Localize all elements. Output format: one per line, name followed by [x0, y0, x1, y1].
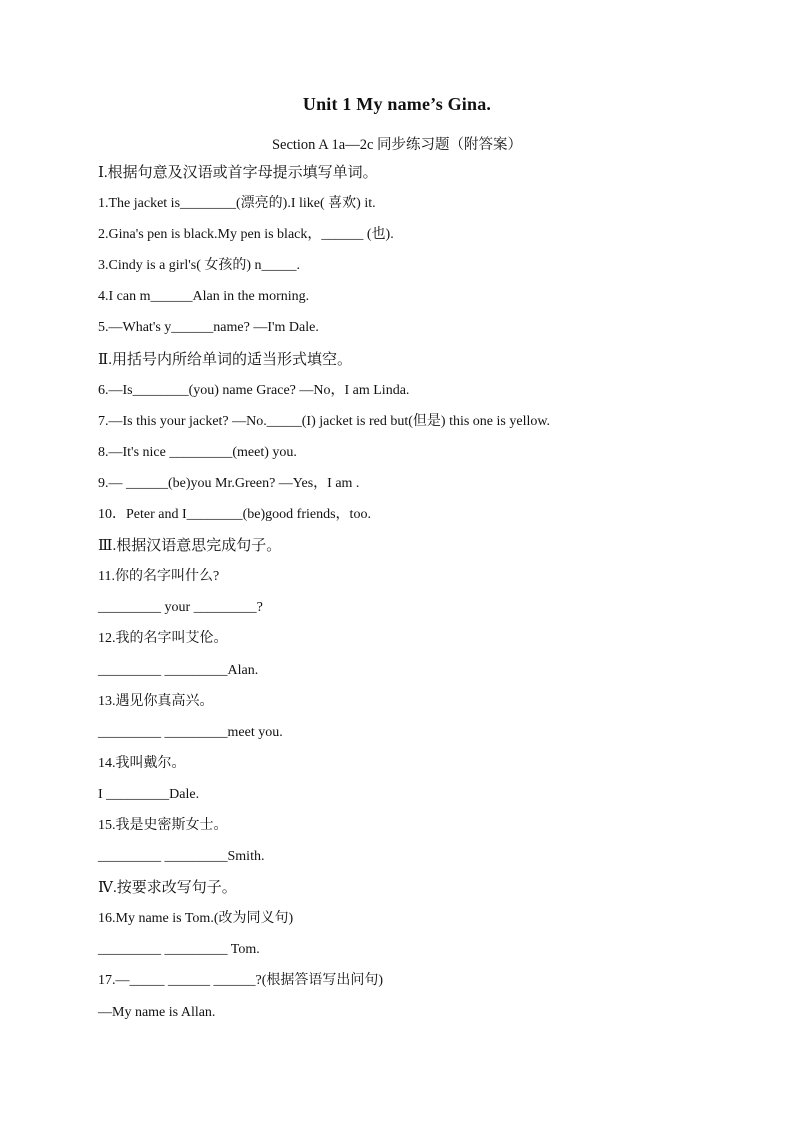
question-16-prompt: 16.My name is Tom.(改为同义句): [98, 911, 294, 927]
section-heading-2: Ⅱ.用括号内所给单词的适当形式填空。: [98, 351, 352, 368]
question-14-prompt: 14.我叫戴尔。: [98, 755, 186, 771]
section-heading-3: Ⅲ.根据汉语意思完成句子。: [98, 538, 282, 555]
question-6: 6.—Is________(you) name Grace? —No，I am Linda.: [98, 382, 410, 398]
question-17-answer: —My name is Allan.: [98, 1004, 216, 1020]
question-5: 5.—What's y______name? —I'm Dale.: [98, 320, 319, 336]
question-16-blank: _________ _________ Tom.: [98, 942, 260, 958]
question-11-prompt: 11.你的名字叫什么?: [98, 569, 220, 585]
question-15-blank: _________ _________Smith.: [98, 849, 265, 865]
question-8: 8.—It's nice _________(meet) you.: [98, 444, 297, 460]
question-1: 1.The jacket is________(漂亮的).I like( 喜欢) it.: [98, 196, 376, 212]
question-9: 9.— ______(be)you Mr.Green? —Yes，I am .: [98, 475, 360, 491]
document-subtitle: Section A 1a—2c 同步练习题（附答案）: [271, 137, 523, 153]
document-title: Unit 1 My name’s Gina.: [302, 94, 492, 114]
question-11-blank: _________ your _________?: [98, 600, 263, 616]
question-12-prompt: 12.我的名字叫艾伦。: [98, 631, 228, 647]
question-13-prompt: 13.遇见你真高兴。: [98, 693, 214, 709]
section-heading-1: Ⅰ.根据句意及汉语或首字母提示填写单词。: [98, 165, 378, 181]
question-13-blank: _________ _________meet you.: [98, 724, 283, 740]
question-17-prompt: 17.—_____ ______ ______?(根据答语写出问句): [98, 973, 384, 989]
question-15-prompt: 15.我是史密斯女士。: [98, 817, 228, 833]
question-14-blank: I _________Dale.: [98, 786, 200, 802]
question-2: 2.Gina's pen is black.My pen is black，______ (也).: [98, 227, 394, 243]
question-12-blank: _________ _________Alan.: [98, 662, 259, 678]
question-7: 7.—Is this your jacket? —No._____(I) jacket is red but(但是) this one is yellow.: [98, 413, 551, 429]
question-10: 10．Peter and I________(be)good friends，too.: [98, 507, 371, 523]
question-4: 4.I can m______Alan in the morning.: [98, 289, 310, 305]
exercise-list: [98, 163, 718, 1034]
section-heading-4: Ⅳ.按要求改写句子。: [98, 880, 237, 897]
question-3: 3.Cindy is a girl's( 女孩的) n_____.: [98, 258, 301, 274]
